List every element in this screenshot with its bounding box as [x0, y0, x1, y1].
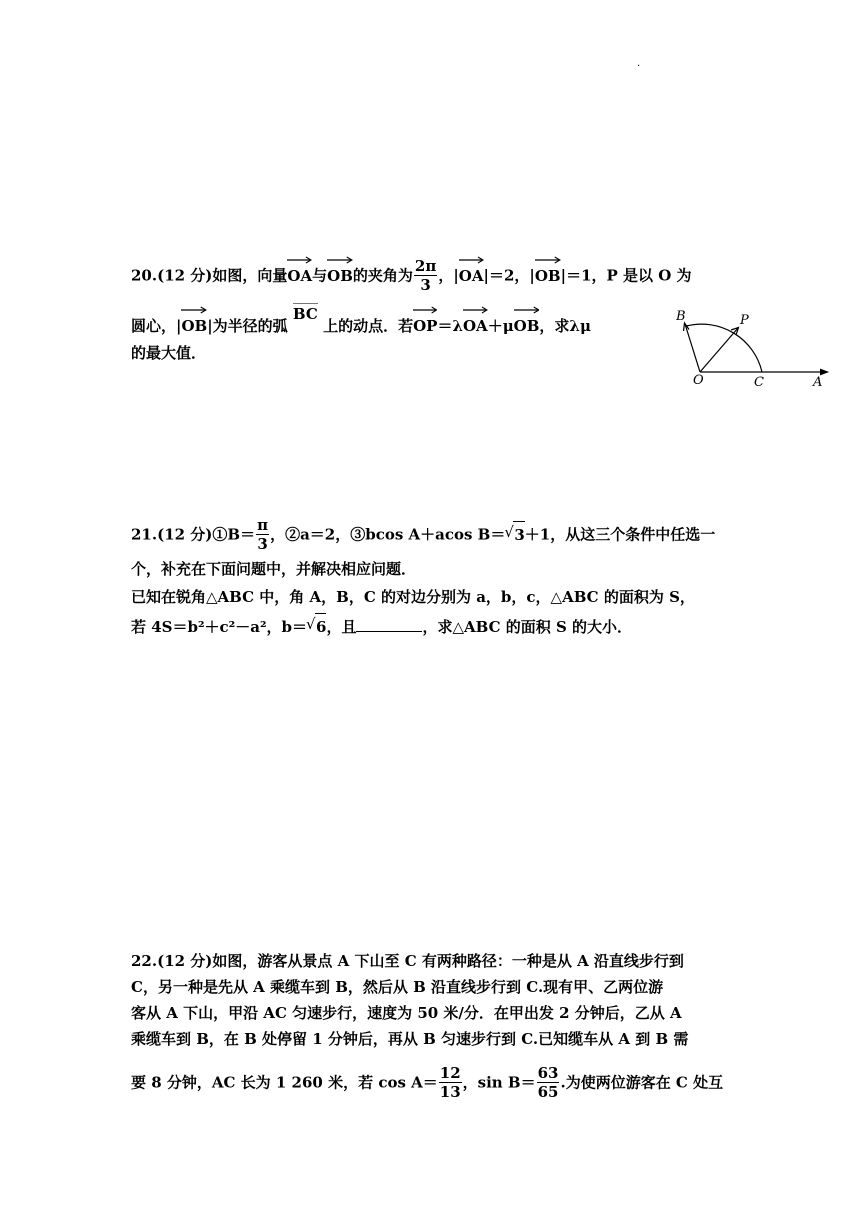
q21-l4-start: 若 4S＝b²＋c²－a²，b＝ — [131, 618, 308, 636]
q20-line-3 — [131, 340, 206, 366]
q20-l2-mid: 上的动点．若 — [323, 317, 414, 335]
q20-oa-eq: |＝2，| — [483, 266, 535, 285]
vector-ob-2: OB — [514, 311, 540, 339]
label-p: P — [740, 313, 749, 328]
arc-bc: BC — [292, 305, 318, 323]
q22-line-1: 22.(12 分)如图，游客从景点 A 下山至 C 有两种路径：一种是从 A 沿直线步行到 — [131, 952, 684, 970]
vector-ob: OB — [327, 261, 353, 289]
fraction-2pi-over-3: $\frac{2\pi}{3}$ — [414, 257, 437, 294]
label-o: O — [693, 373, 704, 388]
q22-line-3: 客从 A 下山，甲沿 AC 匀速步行，速度为 50 米/分．在甲出发 2 分钟后，乙从 A — [131, 1004, 682, 1022]
q20-figure — [676, 302, 836, 396]
vector-oa-2: OA — [463, 311, 488, 339]
q22-l5-end: .为使两位游客在 C 处互 — [560, 1073, 724, 1092]
page-mark: . — [637, 58, 641, 69]
fraction-pi-over-3: $\frac{\pi}{3}$ — [257, 516, 269, 553]
q20-line-1 — [131, 258, 692, 295]
q20-sep: ，| — [438, 266, 459, 285]
q20-head: 20.(12 分)如图，向量 — [131, 266, 288, 285]
q20-angle-text: 的夹角为 — [352, 266, 413, 285]
vector-oa-norm: OA — [459, 261, 484, 289]
q20-line-2 — [131, 305, 591, 339]
segment-op — [700, 328, 738, 372]
q21-l2: 个，补充在下面问题中，并解决相应问题． — [131, 560, 417, 578]
q21-line-3 — [131, 584, 695, 610]
label-a: A — [813, 375, 823, 390]
q20-l3: 的最大值． — [131, 344, 207, 362]
q20-with: 与 — [312, 266, 328, 285]
q22-line-4: 乘缆车到 B，在 B 处停留 1 分钟后，再从 B 匀速步行到 C.已知缆车从 A 到 B 需 — [131, 1030, 689, 1048]
q20-l2-start: 圆心，| — [131, 317, 182, 335]
q20-eq-lambda: ＝λ — [437, 317, 463, 335]
q21-line-2 — [131, 556, 416, 582]
q21-l4-mid: ，且 — [326, 618, 357, 636]
q21-l3: 已知在锐角△ABC 中，角 A，B，C 的对边分别为 a，b，c，△ABC 的面积为 S， — [131, 588, 695, 606]
q21-cond3-end: ＋1，从这三个条件中任选一 — [524, 525, 716, 544]
vector-ob-norm: OB — [535, 261, 561, 289]
q20-ob-eq: |＝1，P 是以 O 为 — [560, 266, 692, 285]
answer-blank[interactable] — [356, 615, 422, 632]
vector-ob-radius: OB — [181, 311, 207, 339]
q21-line-1 — [131, 517, 715, 554]
q22-line-2: C，另一种是先从 A 乘缆车到 B，然后从 B 沿直线步行到 C.现有甲、乙两位游 — [131, 978, 664, 996]
segment-ob — [685, 324, 700, 372]
q22-l5-start: 要 8 分钟，AC 长为 1 260 米，若 cos A＝ — [131, 1073, 438, 1092]
q20-l2-end: ，求λμ — [539, 317, 591, 335]
vector-oa: OA — [287, 261, 312, 289]
vector-op: OP — [413, 311, 437, 339]
label-b: B — [676, 309, 686, 324]
q20-l2-radius: |为半径的弧 — [207, 317, 288, 335]
fraction-63-over-65: $\frac{63}{65}$ — [537, 1064, 559, 1101]
q22-line-5 — [131, 1065, 723, 1102]
q21-cond2: ，②a＝2，③bcos A＋acos B＝ — [270, 525, 506, 544]
q22-l5-mid: ，sin B＝ — [462, 1073, 536, 1092]
sqrt-3: √ 3 — [513, 521, 524, 548]
q21-line-4 — [131, 613, 632, 640]
q21-head: 21.(12 分)①B＝ — [131, 525, 256, 544]
label-c: C — [754, 375, 764, 390]
q20-plus-mu: ＋μ — [487, 317, 514, 335]
sqrt-6: √ 6 — [315, 613, 326, 640]
q21-l4-end: ，求△ABC 的面积 S 的大小． — [422, 618, 633, 636]
fraction-12-over-13: $\frac{12}{13}$ — [439, 1064, 461, 1101]
